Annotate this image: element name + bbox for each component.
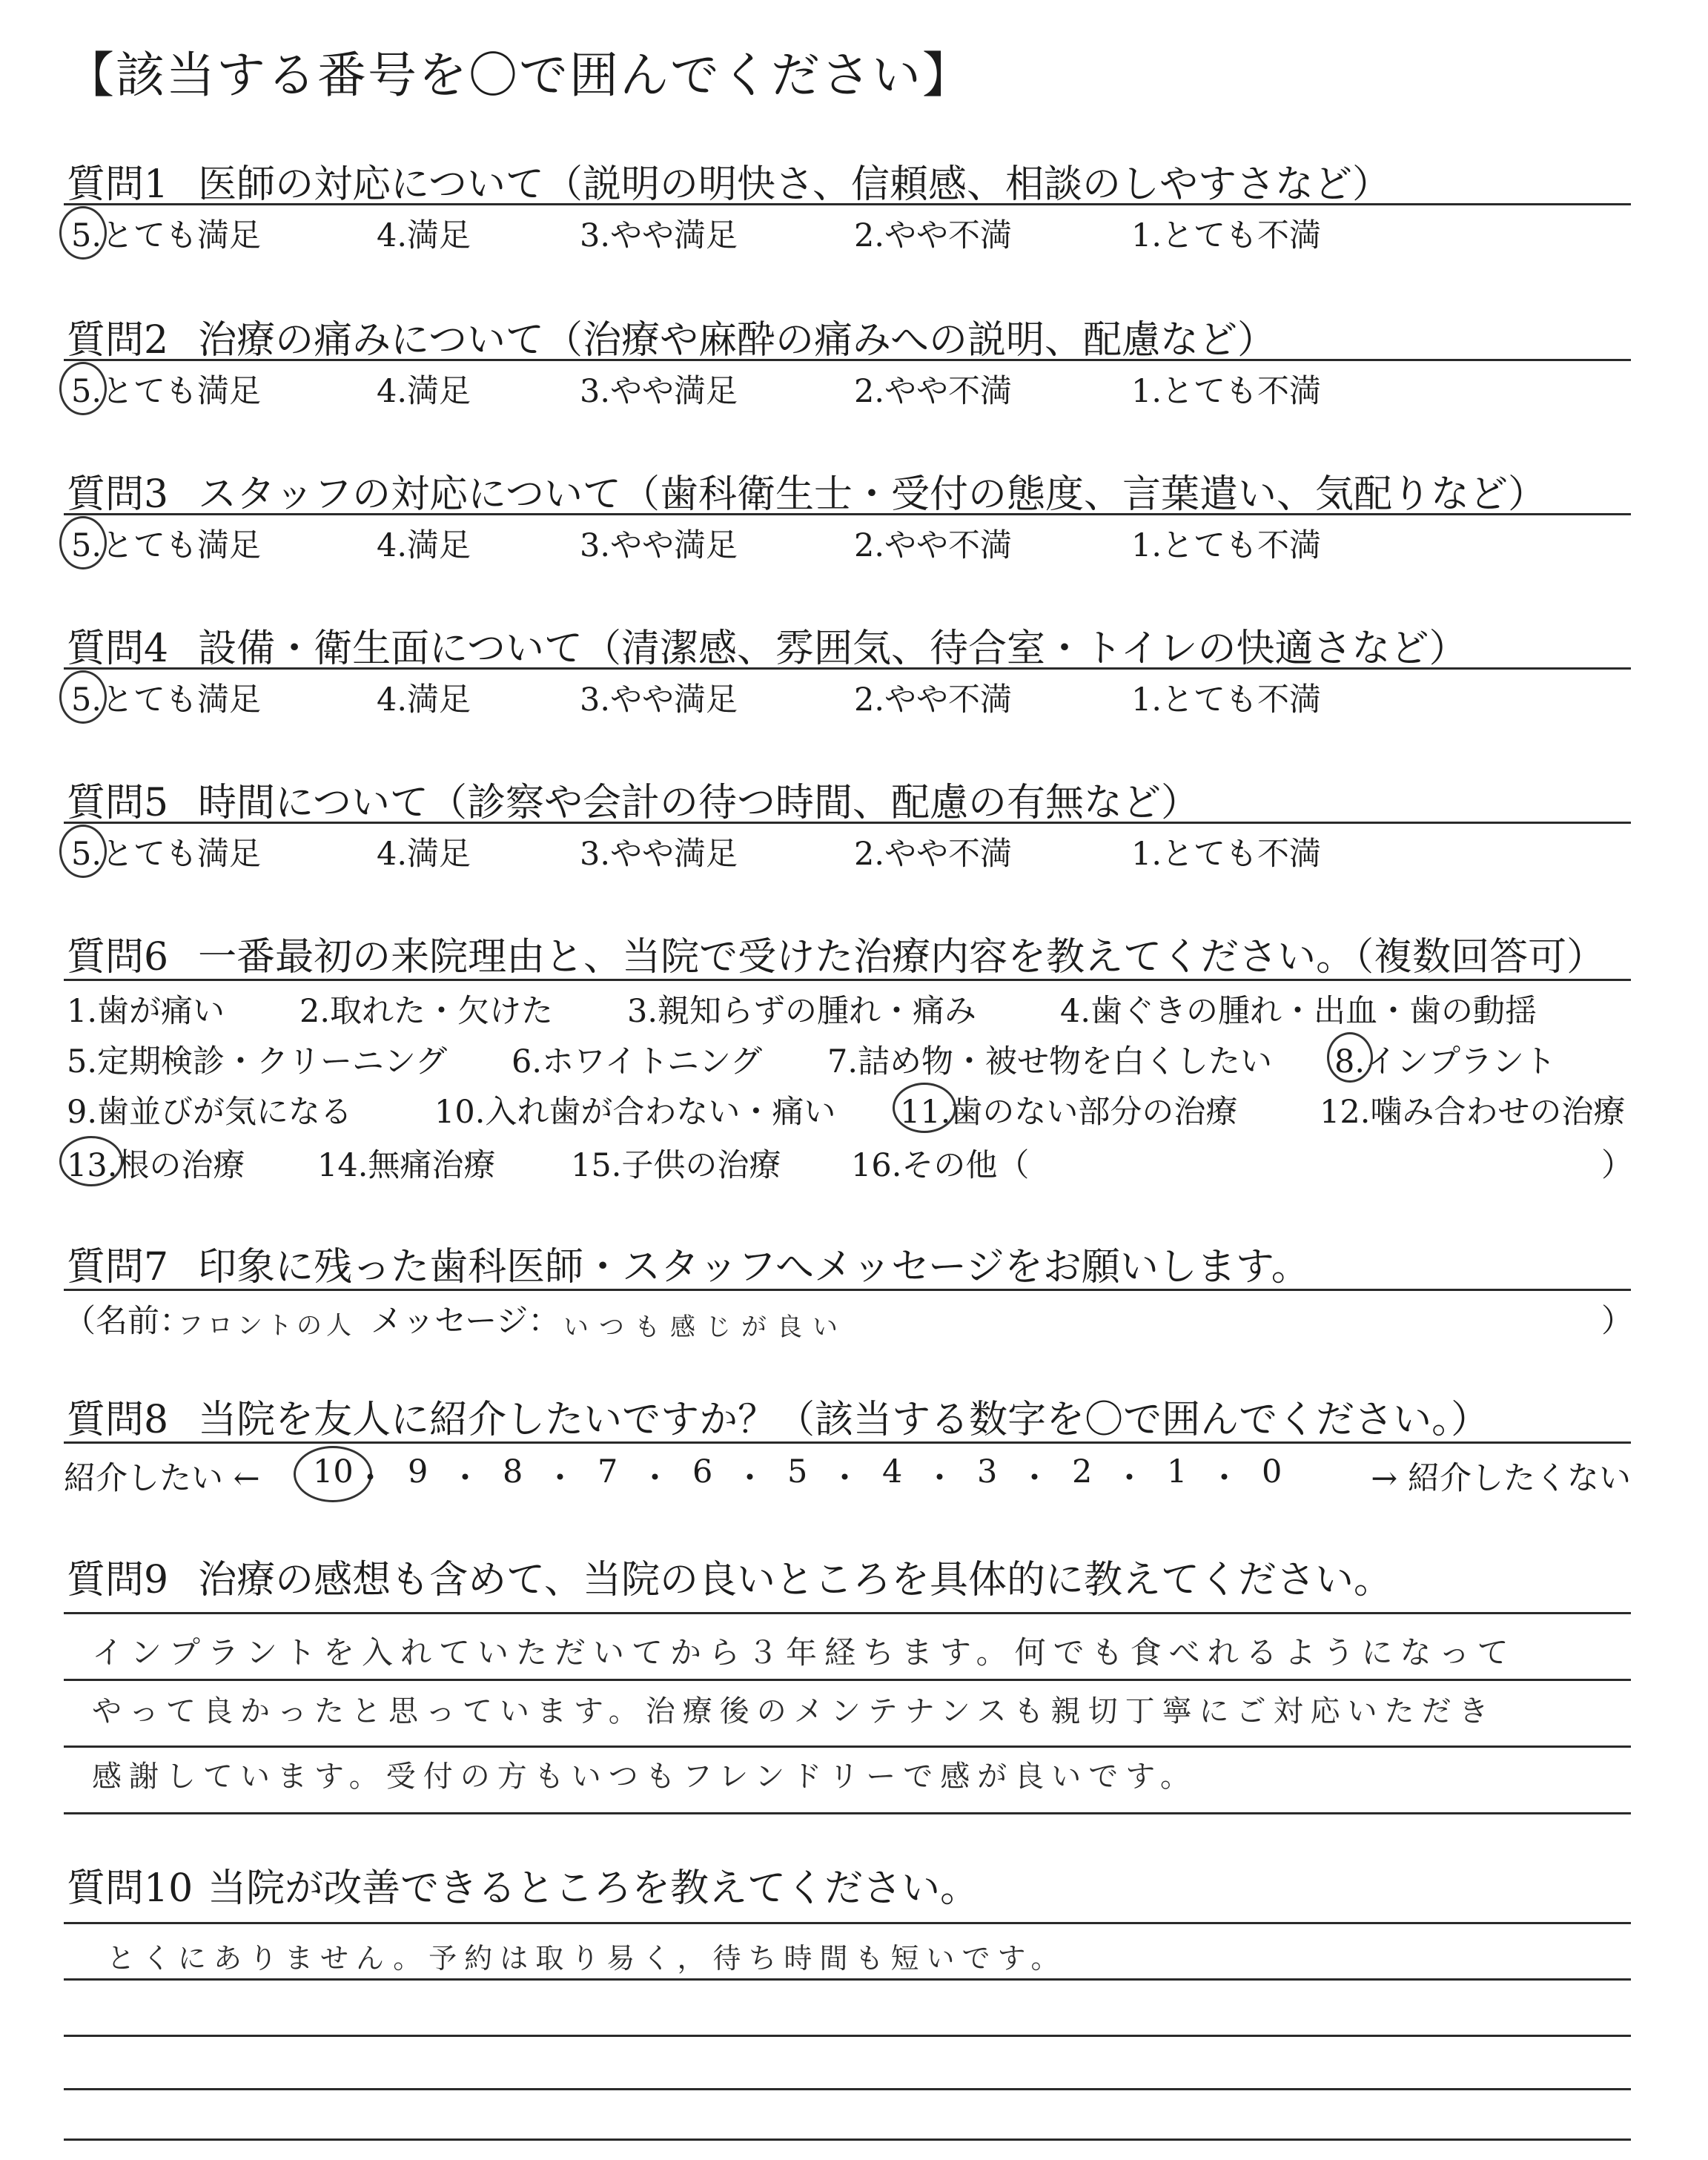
q3-heading [67, 463, 1546, 518]
selection-circle [1327, 1032, 1373, 1083]
rating-option[interactable]: 2.やや不満 [854, 373, 1013, 410]
q9-answer-line: インプラントを入れていただいてから３年経ちます。何でも食べれるようになって [92, 1634, 1516, 1671]
q2-text: 治療の痛みについて（治療や麻酔の痛みへの説明、配慮など） [198, 318, 1277, 363]
q5-heading [67, 771, 1199, 827]
rating-option[interactable]: 3.やや満足 [580, 373, 738, 410]
q6-option[interactable]: 15.子供の治療 [571, 1147, 781, 1184]
q10-text: 当院が改善できるところを教えてください。 [208, 1866, 979, 1911]
q7-label: 質問7 [67, 1245, 169, 1289]
rating-option[interactable]: 5.とても満足 [71, 373, 262, 410]
rating-option[interactable]: 2.やや不満 [854, 836, 1013, 873]
q7-rule [64, 1289, 1631, 1291]
q8-separator: ・ [354, 1460, 386, 1497]
form-title: 【該当する番号を〇で囲んでください】 [65, 47, 973, 104]
q6-option[interactable]: 4.歯ぐきの腫れ・出血・歯の動揺 [1060, 993, 1537, 1030]
q2-label: 質問2 [67, 318, 169, 363]
q6-heading [67, 925, 1605, 981]
q8-separator: ・ [1208, 1460, 1240, 1497]
q10-heading [67, 1857, 979, 1912]
q6-option[interactable]: 9.歯並びが気になる [67, 1094, 353, 1131]
q7-message-label: メッセージ： [371, 1303, 560, 1340]
q6-label: 質問6 [67, 935, 169, 980]
q7-message-value: いつも感じが良い [563, 1312, 848, 1342]
q8-scale [64, 1453, 1631, 1498]
q6-option[interactable]: 13.根の治療 [67, 1147, 245, 1184]
q4-choices [64, 675, 1631, 719]
rating-option[interactable]: 1.とても不満 [1131, 681, 1322, 719]
q7-heading [67, 1235, 1310, 1291]
q6-option[interactable]: 10.入れ歯が合わない・痛い [434, 1094, 836, 1131]
q9-rule [64, 1612, 1631, 1614]
rating-option[interactable]: 5.とても満足 [71, 527, 262, 564]
q10-rule [64, 1922, 1631, 1924]
q8-heading [67, 1388, 1489, 1444]
q9-line-1 [64, 1679, 1631, 1681]
q4-text: 設備・衛生面について（清潔感、雰囲気、待合室・トイレの快適さなど） [198, 627, 1468, 671]
q8-scale-value[interactable]: 10 [313, 1453, 354, 1490]
q5-rule [64, 822, 1631, 824]
rating-option[interactable]: 5.とても満足 [71, 836, 262, 873]
selection-circle [59, 206, 107, 260]
rating-option[interactable]: 1.とても不満 [1131, 217, 1322, 254]
rating-option[interactable]: 1.とても不満 [1131, 527, 1322, 564]
q1-label: 質問1 [67, 162, 169, 207]
q10-line-3 [64, 2088, 1631, 2090]
q8-separator: ・ [449, 1460, 481, 1497]
q3-text: スタッフの対応について（歯科衛生士・受付の態度、言葉遣い、気配りなど） [198, 472, 1547, 517]
selection-circle [59, 1136, 123, 1186]
q9-answer-line: やって良かったと思っています。治療後のメンテナンスも親切丁寧にご対応いただき [92, 1694, 1496, 1728]
q1-rule [64, 203, 1631, 205]
rating-option[interactable]: 2.やや不満 [854, 527, 1013, 564]
rating-option[interactable]: 2.やや不満 [854, 681, 1013, 719]
q8-right-label: → 紹介したくない [1371, 1460, 1631, 1497]
q10-line-2 [64, 2035, 1631, 2037]
q8-separator: ・ [544, 1460, 576, 1497]
q8-separator: ・ [924, 1460, 956, 1497]
rating-option[interactable]: 4.満足 [377, 527, 471, 564]
q9-label: 質問9 [67, 1558, 169, 1602]
q5-text: 時間について（診察や会計の待つ時間、配慮の有無など） [198, 781, 1200, 825]
q2-rule [64, 359, 1631, 361]
q6-option[interactable]: 11.歯のない部分の治療 [900, 1094, 1238, 1131]
q8-separator: ・ [639, 1460, 671, 1497]
q6-option[interactable]: 16.その他（ [851, 1147, 1030, 1184]
q3-rule [64, 513, 1631, 515]
q3-label: 質問3 [67, 472, 169, 517]
q7-text: 印象に残った歯科医師・スタッフへメッセージをお願いします。 [198, 1245, 1310, 1289]
q6-option[interactable]: 3.親知らずの腫れ・痛み [627, 993, 977, 1030]
q5-label: 質問5 [67, 781, 169, 825]
q6-option[interactable]: 14.無痛治療 [317, 1147, 496, 1184]
q8-separator: ・ [829, 1460, 861, 1497]
q3-choices [64, 521, 1631, 565]
q4-label: 質問4 [67, 627, 169, 671]
q8-separator: ・ [734, 1460, 766, 1497]
q1-text: 医師の対応について（説明の明快さ、信頼感、相談のしやすさなど） [198, 162, 1391, 207]
q9-text: 治療の感想も含めて、当院の良いところを具体的に教えてください。 [198, 1558, 1393, 1602]
q6-option[interactable]: 5.定期検診・クリーニング [67, 1043, 448, 1080]
q8-scale-value[interactable]: 1 [1167, 1453, 1188, 1490]
q8-scale-value[interactable]: 4 [882, 1453, 903, 1490]
q10-line-1 [64, 1978, 1631, 1981]
q9-heading [67, 1548, 1392, 1604]
q6-option[interactable]: 6.ホワイトニング [512, 1043, 763, 1080]
q9-answer-line: 感謝しています。受付の方もいつもフレンドリーで感が良いです。 [92, 1760, 1197, 1794]
rating-option[interactable]: 3.やや満足 [580, 836, 738, 873]
q8-separator: ・ [1019, 1460, 1050, 1497]
q8-separator: ・ [1113, 1460, 1145, 1497]
q8-label: 質問8 [67, 1398, 169, 1442]
q1-heading [67, 153, 1391, 208]
q7-name-label: （名前： [64, 1303, 191, 1340]
q8-text: 当院を友人に紹介したいですか？（該当する数字を〇で囲んでください。） [198, 1398, 1490, 1442]
rating-option[interactable]: 1.とても不満 [1131, 373, 1322, 410]
q8-scale-value[interactable]: 6 [692, 1453, 713, 1490]
q10-answer-line: とくにありません。予約は取り易く，待ち時間も短いです。 [107, 1942, 1067, 1975]
q6-rule [64, 979, 1631, 981]
q8-scale-value[interactable]: 3 [977, 1453, 998, 1490]
rating-option[interactable]: 3.やや満足 [580, 217, 738, 254]
rating-option[interactable]: 4.満足 [377, 836, 471, 873]
q6-option[interactable]: 8.インプラント [1334, 1043, 1557, 1080]
selection-circle [59, 362, 107, 415]
rating-option[interactable]: 1.とても不満 [1131, 836, 1322, 873]
q8-scale-value[interactable]: 9 [408, 1453, 428, 1490]
q6-text: 一番最初の来院理由と、当院で受けた治療内容を教えてください。（複数回答可） [198, 935, 1606, 980]
rating-option[interactable]: 3.やや満足 [580, 681, 738, 719]
q6-option[interactable]: 1.歯が痛い [67, 993, 225, 1030]
rating-option[interactable]: 3.やや満足 [580, 527, 738, 564]
selection-circle [59, 825, 107, 878]
q6-option[interactable]: 12.噛み合わせの治療 [1320, 1094, 1626, 1131]
q8-left-label: 紹介したい ← [64, 1460, 260, 1497]
rating-option[interactable]: 5.とても満足 [71, 217, 262, 254]
rating-option[interactable]: 4.満足 [377, 373, 471, 410]
rating-option[interactable]: 2.やや不満 [854, 217, 1013, 254]
q8-scale-value[interactable]: 0 [1262, 1453, 1282, 1490]
q6-option[interactable]: 7.詰め物・被せ物を白くしたい [827, 1043, 1273, 1080]
q6-option[interactable]: 2.取れた・欠けた [299, 993, 554, 1030]
q2-choices [64, 366, 1631, 411]
q8-scale-value[interactable]: 5 [787, 1453, 808, 1490]
q8-scale-value[interactable]: 8 [503, 1453, 523, 1490]
q8-rule [64, 1441, 1631, 1444]
q7-name-value: フロントの人 [178, 1311, 356, 1341]
q4-heading [67, 617, 1467, 673]
q6-close-paren: ） [1601, 1147, 1633, 1184]
rating-option[interactable]: 4.満足 [377, 217, 471, 254]
selection-circle [893, 1083, 956, 1133]
q9-line-2 [64, 1745, 1631, 1748]
q2-heading [67, 308, 1276, 364]
q4-rule [64, 667, 1631, 670]
selection-circle [59, 516, 107, 569]
q10-line-4 [64, 2138, 1631, 2141]
q9-line-3 [64, 1812, 1631, 1814]
q10-label: 質問10 [67, 1866, 193, 1911]
rating-option[interactable]: 5.とても満足 [71, 681, 262, 719]
q8-scale-value[interactable]: 7 [598, 1453, 618, 1490]
q1-choices [64, 211, 1631, 255]
q7-close-paren: ） [1601, 1303, 1633, 1340]
rating-option[interactable]: 4.満足 [377, 681, 471, 719]
selection-circle [59, 670, 107, 724]
q5-choices [64, 829, 1631, 873]
q8-scale-value[interactable]: 2 [1072, 1453, 1093, 1490]
